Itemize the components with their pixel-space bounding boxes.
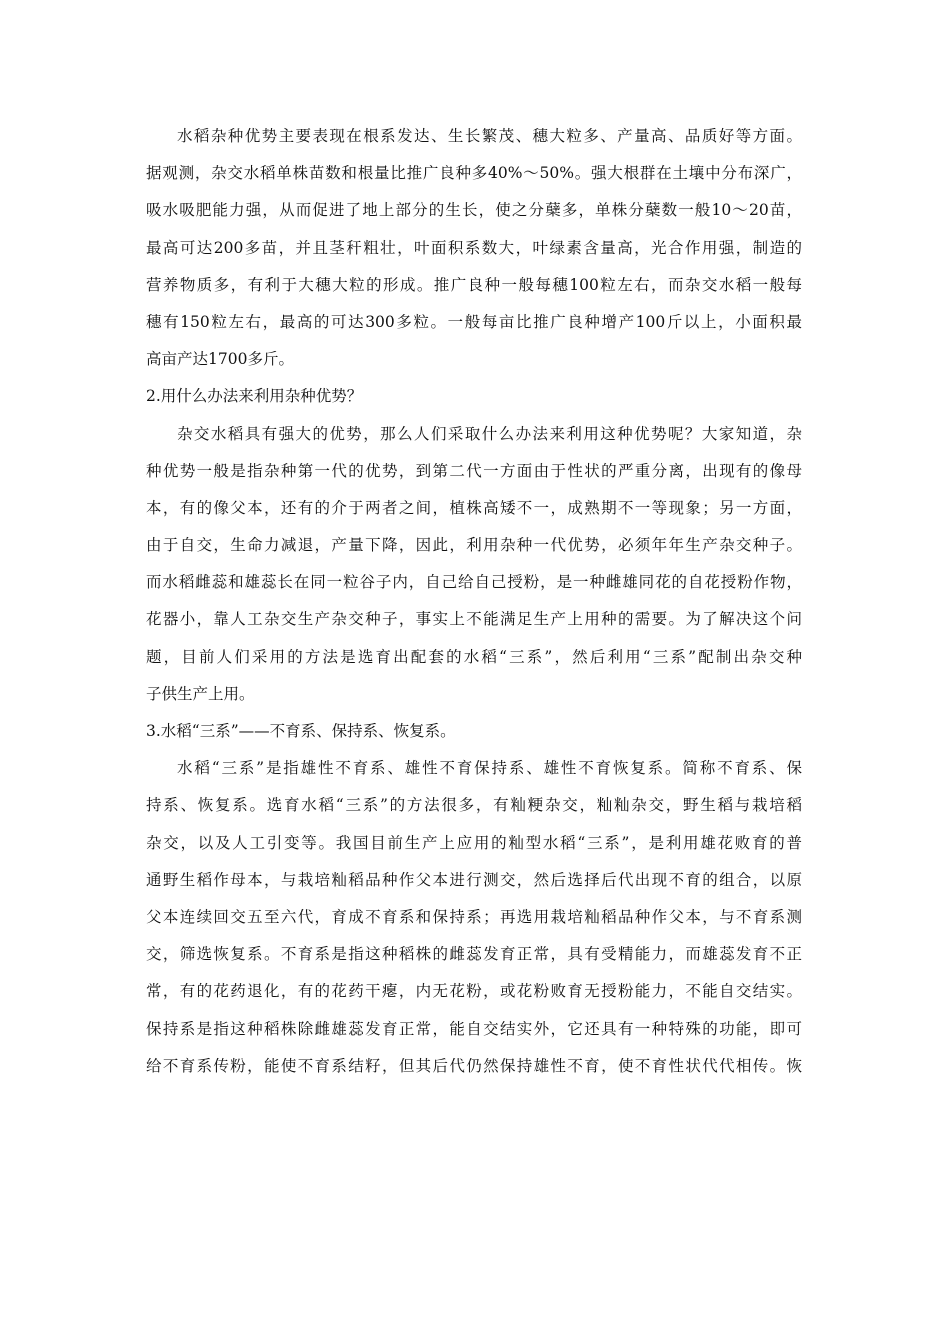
text-line: 高亩产达1700多斤。 (146, 350, 294, 369)
paragraph-1 (146, 118, 802, 378)
text-line: 保持系是指这种稻株除雌雄蕊发育正常，能自交结实外，它还具有一种特殊的功能，即可 (146, 1019, 802, 1038)
text-line: 最高可达200多苗，并且茎秆粗壮，叶面积系数大，叶绿素含量高，光合作用强，制造的 (146, 238, 802, 257)
text-line: 杂交水稻具有强大的优势，那么人们采取什么办法来利用这种优势呢？大家知道，杂 (177, 424, 802, 443)
text-line: 营养物质多，有利于大穗大粒的形成。推广良种一般每穗100粒左右，而杂交水稻一般每 (146, 275, 802, 294)
text-line: 种优势一般是指杂种第一代的优势，到第二代一方面由于性状的严重分离，出现有的像母 (146, 461, 802, 480)
text-line: 给不育系传粉，能使不育系结籽，但其后代仍然保持雄性不育，使不育性状代代相传。恢 (146, 1056, 802, 1075)
section-heading: 2.用什么办法来利用杂种优势？ (146, 387, 363, 406)
text-line: 交，筛选恢复系。不育系是指这种稻株的雌蕊发育正常，具有受精能力，而雄蕊发育不正 (146, 945, 802, 964)
text-line: 本，有的像父本，还有的介于两者之间，植株高矮不一，成熟期不一等现象；另一方面， (146, 498, 802, 517)
text-line: 而水稻雌蕊和雄蕊长在同一粒谷子内，自己给自己授粉，是一种雌雄同花的自花授粉作物， (146, 573, 802, 592)
text-line: 题，目前人们采用的方法是选育出配套的水稻“三系”，然后利用“三系”配制出杂交种 (146, 647, 802, 666)
text-line: 常，有的花药退化，有的花药干瘪，内无花粉，或花粉败育无授粉能力，不能自交结实。 (146, 982, 802, 1001)
text-line: 由于自交，生命力减退，产量下降，因此，利用杂种一代优势，必须年年生产杂交种子。 (146, 536, 802, 555)
text-line: 吸水吸肥能力强，从而促进了地上部分的生长，使之分蘖多，单株分蘖数一般10～20苗， (146, 201, 802, 220)
text-line: 父本连续回交五至六代，育成不育系和保持系；再选用栽培籼稻品种作父本，与不育系测 (146, 907, 802, 926)
text-line: 子供生产上用。 (146, 684, 255, 703)
text-line: 通野生稻作母本，与栽培籼稻品种作父本进行测交，然后选择后代出现不育的组合，以原 (146, 870, 802, 889)
text-line: 穗有150粒左右，最高的可达300多粒。一般每亩比推广良种增产100斤以上，小面积最 (146, 312, 802, 331)
text-line: 水稻“三系”是指雄性不育系、雄性不育保持系、雄性不育恢复系。简称不育系、保 (177, 759, 802, 778)
paragraph-2 (146, 416, 802, 714)
paragraph-3 (146, 750, 802, 1085)
text-line: 持系、恢复系。选育水稻“三系”的方法很多，有籼粳杂交，籼籼杂交，野生稻与栽培稻 (146, 796, 802, 815)
section-heading: 3.水稻“三系”——不育系、保持系、恢复系。 (146, 722, 456, 740)
text-line: 水稻杂种优势主要表现在根系发达、生长繁茂、穗大粒多、产量高、品质好等方面。 (177, 127, 802, 145)
text-line: 据观测，杂交水稻单株苗数和根量比推广良种多40%～50%。强大根群在土壤中分布深广， (146, 164, 802, 183)
document-page (146, 118, 802, 1085)
text-line: 杂交，以及人工引变等。我国目前生产上应用的籼型水稻“三系”，是利用雄花败育的普 (146, 833, 802, 852)
text-line: 花器小，靠人工杂交生产杂交种子，事实上不能满足生产上用种的需要。为了解决这个问 (146, 610, 802, 629)
